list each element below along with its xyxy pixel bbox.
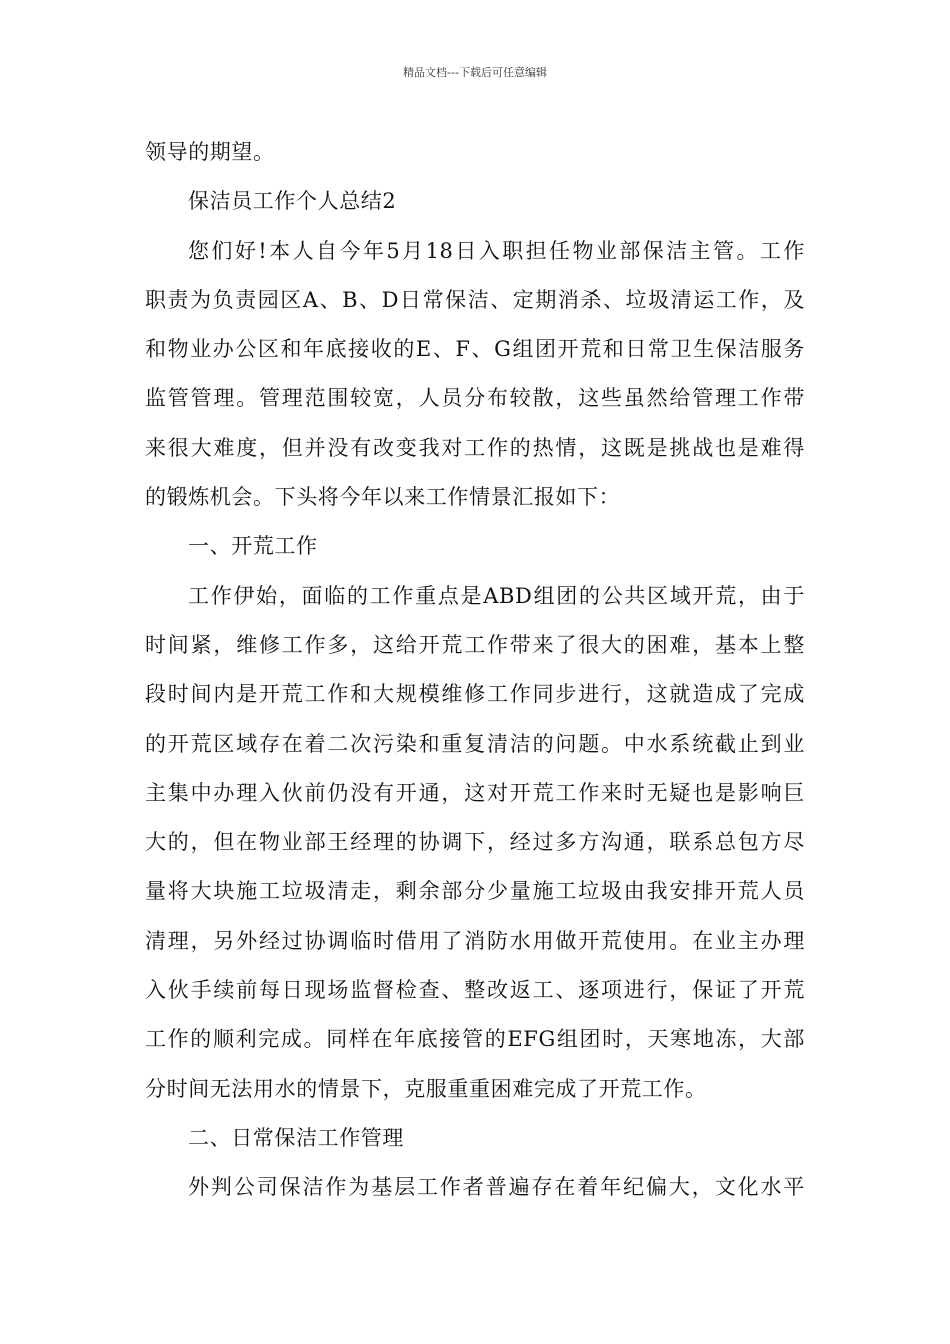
paragraph-line: 职责为负责园区A、B、D日常保洁、定期消杀、垃圾清运工作，及 bbox=[145, 287, 805, 312]
section-heading: 二、日常保洁工作管理 bbox=[188, 1125, 404, 1150]
section-heading: 一、开荒工作 bbox=[188, 534, 318, 559]
paragraph-line: 监管管理。管理范围较宽，人员分布较散，这些虽然给管理工作带 bbox=[145, 386, 805, 411]
paragraph-line: 您们好!本人自今年5月18日入职担任物业部保洁主管。工作 bbox=[188, 238, 805, 263]
text-line: 领导的期望。 bbox=[145, 140, 275, 164]
paragraph-line: 入伙手续前每日现场监督检查、整改返工、逐项进行，保证了开荒 bbox=[145, 978, 805, 1003]
paragraph-line: 清理，另外经过协调临时借用了消防水用做开荒使用。在业主办理 bbox=[145, 928, 805, 953]
paragraph-line: 分时间无法用水的情景下，克服重重困难完成了开荒工作。 bbox=[145, 1076, 707, 1101]
paragraph-line: 段时间内是开荒工作和大规模维修工作同步进行，这就造成了完成 bbox=[145, 682, 805, 707]
paragraph-line: 大的，但在物业部王经理的协调下，经过多方沟通，联系总包方尽 bbox=[145, 830, 805, 855]
paragraph-line: 工作的顺利完成。同样在年底接管的EFG组团时，天寒地冻，大部 bbox=[145, 1027, 805, 1052]
paragraph-line: 工作伊始，面临的工作重点是ABD组团的公共区域开荒，由于 bbox=[188, 583, 805, 608]
paragraph-line: 来很大难度，但并没有改变我对工作的热情，这既是挑战也是难得 bbox=[145, 435, 805, 460]
paragraph-line: 外判公司保洁作为基层工作者普遍存在着年纪偏大，文化水平 bbox=[188, 1175, 805, 1200]
paragraph-line: 量将大块施工垃圾清走，剩余部分少量施工垃圾由我安排开荒人员 bbox=[145, 879, 805, 904]
paragraph-line: 的锻炼机会。下头将今年以来工作情景汇报如下： bbox=[145, 485, 621, 510]
paragraph-line: 主集中办理入伙前仍没有开通，这对开荒工作来时无疑也是影响巨 bbox=[145, 780, 805, 805]
page-header: 精品文档---下载后可任意编辑 bbox=[403, 66, 547, 79]
section-title: 保洁员工作个人总结2 bbox=[188, 189, 397, 214]
paragraph-line: 的开荒区域存在着二次污染和重复清洁的问题。中水系统截止到业 bbox=[145, 731, 805, 756]
paragraph-line: 时间紧，维修工作多，这给开荒工作带来了很大的困难，基本上整 bbox=[145, 632, 805, 657]
document-body bbox=[145, 128, 805, 1213]
paragraph-line: 和物业办公区和年底接收的E、F、G组团开荒和日常卫生保洁服务 bbox=[145, 337, 805, 362]
